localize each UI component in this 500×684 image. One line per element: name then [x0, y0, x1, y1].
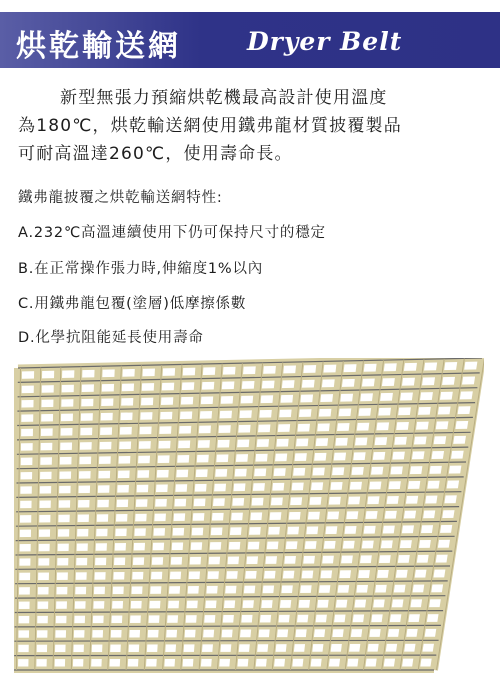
dryer-belt-mesh-image — [14, 358, 484, 673]
intro-line-1: 新型無張力預縮烘乾機最高設計使用溫度 — [60, 88, 388, 108]
feature-item-a: A.232℃高溫連續使用下仍可保持尺寸的穩定 — [18, 225, 326, 241]
title-chinese: 烘乾輸送網 — [16, 29, 181, 64]
title-banner — [0, 12, 500, 68]
intro-line-3: 可耐高溫達260℃，使用壽命長。 — [18, 144, 293, 164]
feature-item-b: B.在正常操作張力時,伸縮度1%以內 — [18, 261, 264, 277]
feature-item-d: D.化學抗阻能延長使用壽命 — [18, 330, 204, 346]
title-english: Dryer Belt — [247, 27, 403, 56]
mesh-thread — [14, 655, 436, 656]
intro-paragraph — [18, 84, 478, 168]
features-heading: 鐵弗龍披覆之烘乾輸送網特性: — [18, 190, 223, 206]
intro-line-2: 為180℃，烘乾輸送網使用鐵弗龍材質披覆製品 — [18, 116, 402, 136]
feature-item-c: C.用鐵弗龍包覆(塗層)低摩擦係數 — [18, 296, 247, 312]
